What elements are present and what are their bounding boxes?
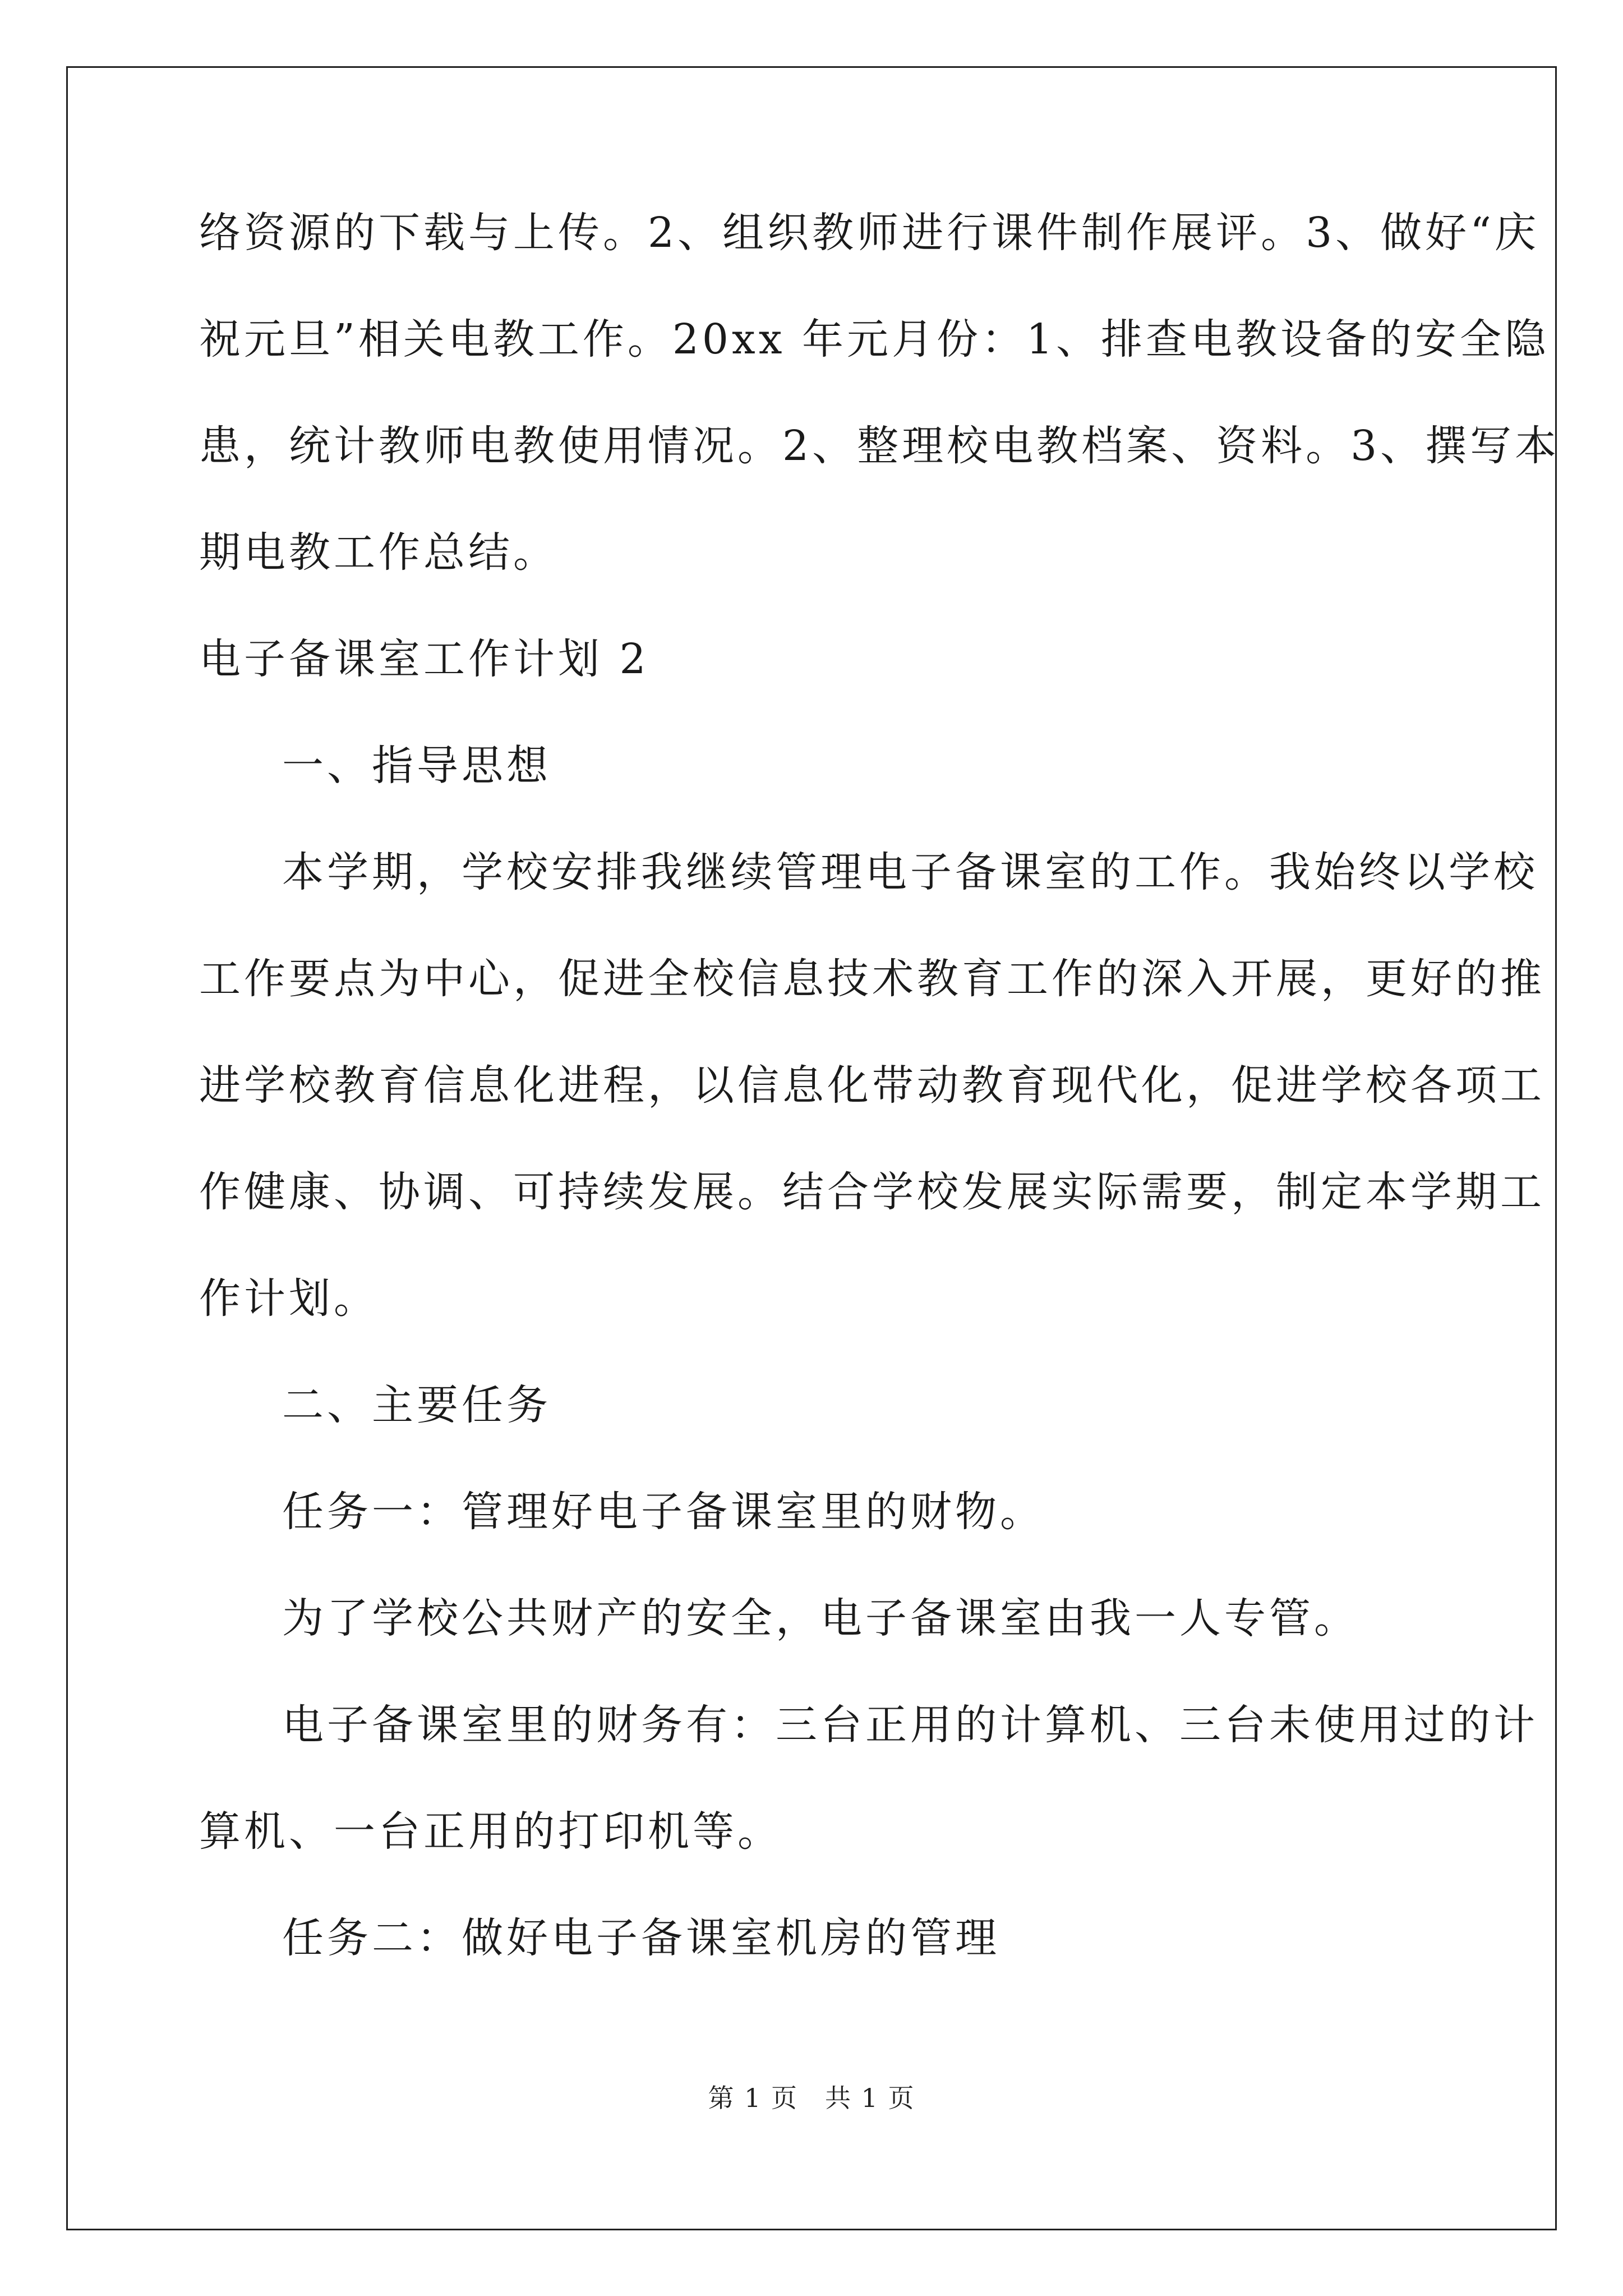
- paragraph-line: 络资源的下载与上传。2、组织教师进行课件制作展评。3、做好“庆: [199, 209, 1539, 257]
- task-two-heading: 任务二：做好电子备课室机房的管理: [282, 1914, 1000, 1962]
- paragraph-line: 算机、一台正用的打印机等。: [199, 1807, 782, 1856]
- page-footer: 第 1 页 共 1 页: [708, 2083, 915, 2113]
- paragraph-line: 工作要点为中心，促进全校信息技术教育工作的深入开展，更好的推: [199, 955, 1545, 1003]
- document-body: [199, 205, 1560, 2017]
- heading-main-tasks: 二、主要任务: [282, 1381, 551, 1429]
- paragraph-line: 作计划。: [199, 1274, 379, 1323]
- paragraph-line: 祝元旦”相关电教工作。20xx 年元月份：1、排查电教设备的安全隐: [199, 315, 1550, 364]
- heading-guiding-ideology: 一、指导思想: [282, 742, 551, 790]
- paragraph-line: 进学校教育信息化进程，以信息化带动教育现代化，促进学校各项工: [199, 1061, 1545, 1110]
- task-one-heading: 任务一：管理好电子备课室里的财物。: [282, 1488, 1045, 1536]
- paragraph-line: 电子备课室里的财务有：三台正用的计算机、三台未使用过的计: [282, 1701, 1538, 1749]
- section-title: 电子备课室工作计划 2: [199, 635, 649, 683]
- paragraph-line: 为了学校公共财产的安全，电子备课室由我一人专管。: [282, 1594, 1359, 1642]
- paragraph-line: 患，统计教师电教使用情况。2、整理校电教档案、资料。3、撰写本: [199, 422, 1560, 470]
- paragraph-line: 作健康、协调、可持续发展。结合学校发展实际需要，制定本学期工: [199, 1168, 1545, 1216]
- paragraph-line: 本学期，学校安排我继续管理电子备课室的工作。我始终以学校: [282, 848, 1538, 896]
- paragraph-line: 期电教工作总结。: [199, 528, 558, 577]
